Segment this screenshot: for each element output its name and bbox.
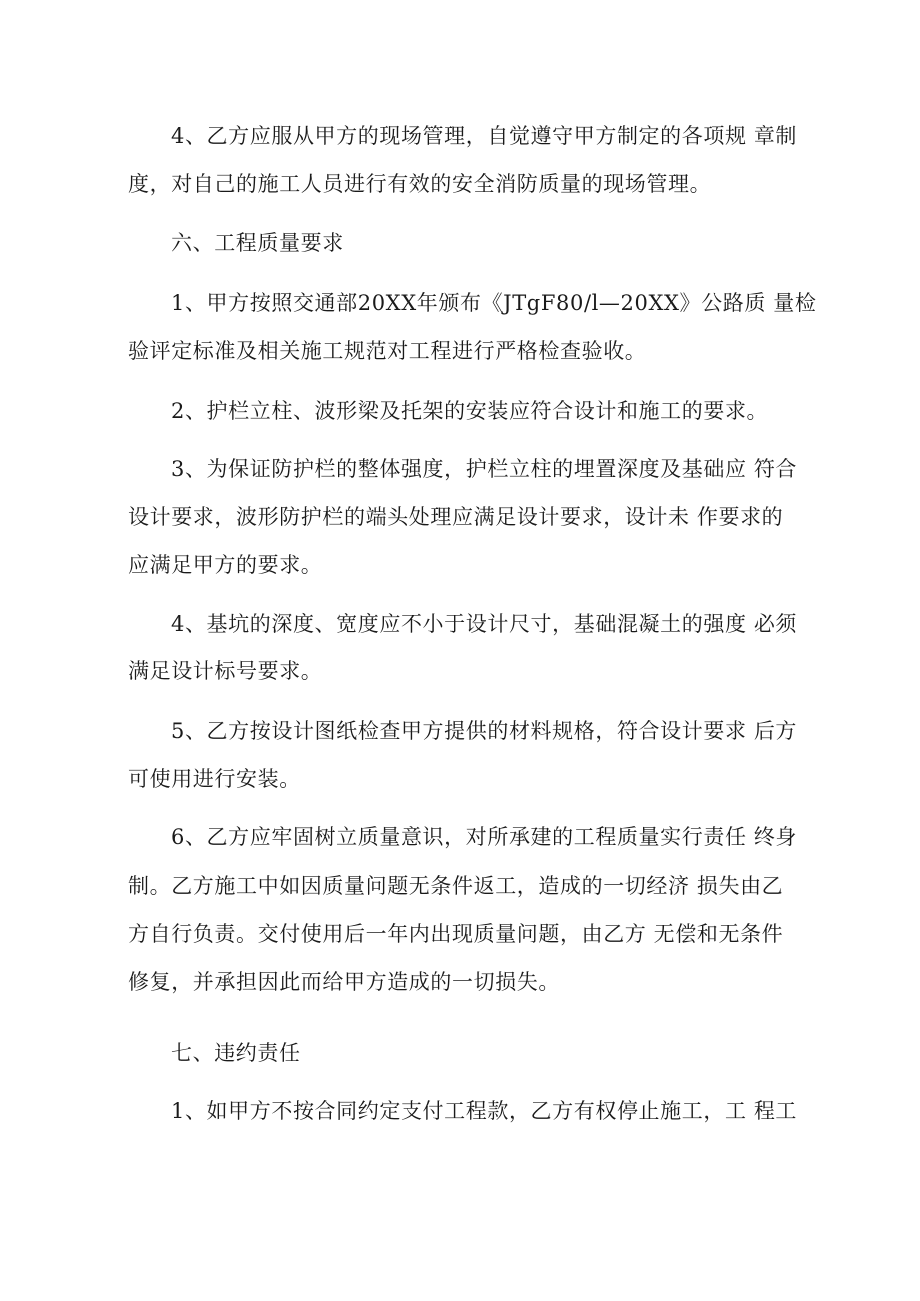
paragraph-line: 4、基坑的深度、宽度应不小于设计尺寸，基础混凝土的强度 必须 [171,612,798,636]
paragraph-line: 1、如甲方不按合同约定支付工程款，乙方有权停止施工，工 程工 [171,1099,798,1123]
section-heading: 七、违约责任 [171,1041,301,1065]
paragraph-line: 1、甲方按照交通部20XX年颁布《JTgF80/l—20XX》公路质 量检 [171,291,817,315]
paragraph-line: 可使用进行安装。 [128,767,301,791]
paragraph-line: 设计要求，波形防护栏的端头处理应满足设计要求，设计未 作要求的 [128,505,784,529]
paragraph-line: 制。乙方施工中如因质量问题无条件返工，造成的一切经济 损失由乙 [128,874,784,898]
paragraph-line: 3、为保证防护栏的整体强度，护栏立柱的埋置深度及基础应 符合 [171,457,798,481]
paragraph-line: 度，对自己的施工人员进行有效的安全消防质量的现场管理。 [128,172,712,196]
paragraph-line: 5、乙方按设计图纸检查甲方提供的材料规格，符合设计要求 后方 [171,719,798,743]
paragraph-line: 满足设计标号要求。 [128,659,323,683]
paragraph-line: 2、护栏立柱、波形梁及托架的安装应符合设计和施工的要求。 [171,399,769,423]
paragraph-line: 6、乙方应牢固树立质量意识，对所承建的工程质量实行责任 终身 [171,825,798,849]
paragraph-line: 验评定标准及相关施工规范对工程进行严格检查验收。 [128,339,647,363]
paragraph-line: 4、乙方应服从甲方的现场管理，自觉遵守甲方制定的各项规 章制 [171,124,798,148]
section-heading: 六、工程质量要求 [171,231,344,255]
paragraph-line: 修复，并承担因此而给甲方造成的一切损失。 [128,970,560,994]
paragraph-line: 应满足甲方的要求。 [128,553,323,577]
paragraph-line: 方自行负责。交付使用后一年内出现质量问题，由乙方 无偿和无条件 [128,922,784,946]
